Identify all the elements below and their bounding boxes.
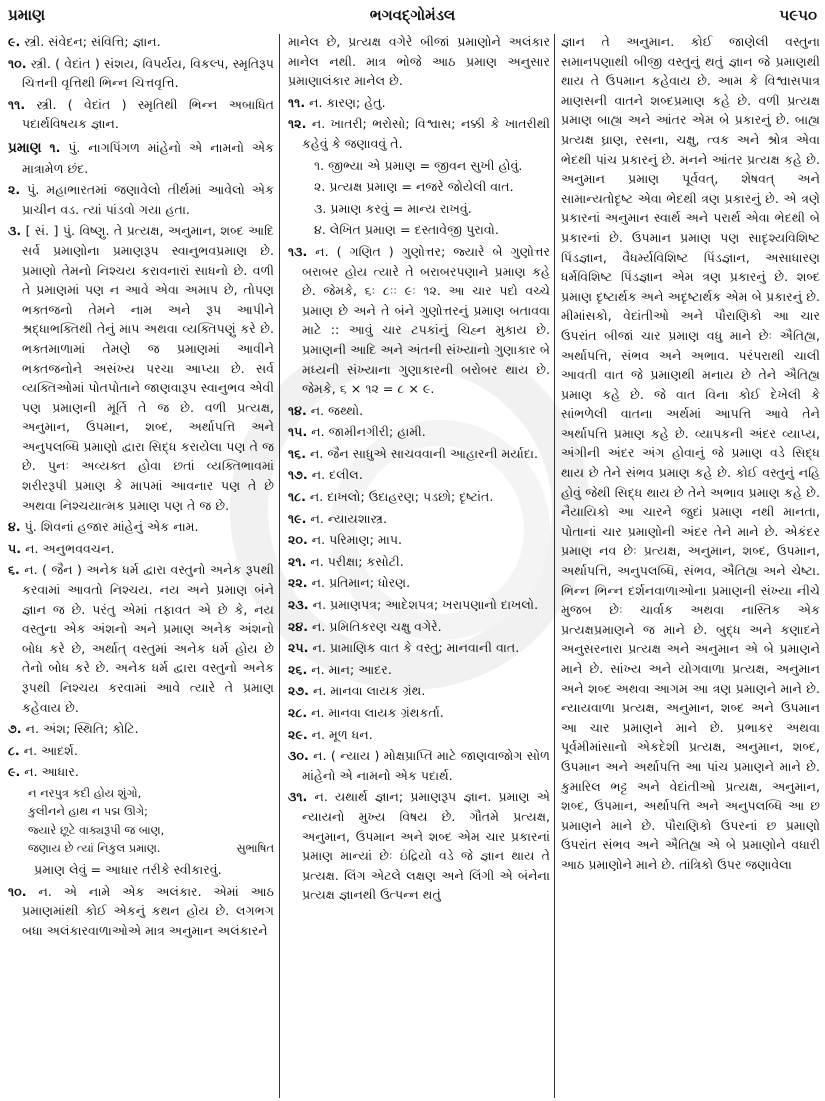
dictionary-sense xyxy=(8,539,274,559)
sense-definition: ન. ( જૈન ) અનેક ધર્મ દ્વારા વસ્તુનો અનેક રૂપથી કરવામાં આવતો નિશ્ચય. નય અને પ્રમાણ બંને જ્ઞાન જ છે. પરંતુ એમાં તફાવત એ છે કે, નય વસ્તુના એક અંશનો અને પ્રમાણ અનેક અંશનો બોધ કરે છે, અર્થાત્ વસ્તુમાં અનેક ધર્મ હોય છે તેનો બોધ કરે છે. અનેક ધર્મ દ્વારા વસ્તુનો અનેક રૂપથી નિશ્ચય કરવામાં આવે ત્યારે તે પ્રમાણ કહેવાય છે. xyxy=(22,562,274,715)
sense-definition: ન. દાખલો; ઉદાહરણ; પડછો; દૃષ્ટાંત. xyxy=(309,489,494,505)
sense-definition: પું. મહાભારતમાં જણાવેલો તીર્થમાં આવેલો એક પ્રાચીન વડ. ત્યાં પાંડવો ગયા હતા. xyxy=(22,182,274,217)
sense-number: ૧૩. xyxy=(288,243,308,259)
sense-definition: ન. ન્યાયશાસ્ત્ર. xyxy=(310,510,388,526)
verse-line xyxy=(8,839,274,858)
verse-line: જ્યારે છૂટે વાક્યરૂપી જ બાણ, xyxy=(28,822,165,837)
dictionary-sense xyxy=(288,444,550,464)
dictionary-sense xyxy=(288,93,550,113)
dictionary-sense xyxy=(288,242,550,399)
dictionary-sense xyxy=(8,95,274,134)
sense-number: ૧૨. xyxy=(288,116,307,132)
sense-number: ૧૮. xyxy=(288,489,306,505)
sense-number: ૧૧. xyxy=(8,96,26,112)
sense-definition: ન. પ્રમાણપત્ર; આદેશપત્ર; ખરાપણાનો દાખલો. xyxy=(312,597,539,613)
sense-number: ૨૧. xyxy=(288,553,307,569)
dictionary-sense xyxy=(288,787,550,905)
column-middle xyxy=(288,32,550,1098)
dictionary-sense xyxy=(8,882,274,941)
sense-number: ૧૯. xyxy=(288,510,307,526)
dictionary-sense xyxy=(8,180,274,219)
sense-number: ૨૬. xyxy=(288,661,308,677)
dictionary-sense xyxy=(288,617,550,637)
dictionary-sense xyxy=(288,660,550,680)
sense-definition: ન. માનવા લાયક ગ્રંથકર્તા. xyxy=(311,705,444,720)
sense-definition: ન. ( ન્યાય ) મોક્ષપ્રાપ્તિ માટે જાણવાજોગ સોળ માંહેનો એ નામનો એક પદાર્થ. xyxy=(302,748,550,783)
sense-number: ૨૪. xyxy=(288,618,308,634)
dictionary-sense xyxy=(288,725,550,745)
dictionary-sense xyxy=(8,221,274,515)
sense-number: ૬. xyxy=(8,562,20,578)
sense-number: ૨૭. xyxy=(288,683,309,699)
sense-number: ૨૫. xyxy=(288,640,309,656)
sense-number: ૧૪. xyxy=(288,402,307,418)
continued-text: જ્ઞાન તે અનુમાન. કોઈ જાણેલી વસ્તુના સમાનપણાથી બીજી વસ્તુનું થતું જ્ઞાન જે પ્રમાણથી થાય તે ઉપમાન કહેવાય છે. આમ કે વિશ્વાસપાત્ર માણસની વાતને શબ્દપ્રમાણ કહે છે. વળી પ્રત્યક્ષ પ્રમાણ બાહ્ય અને આંતર એમ બે પ્રકારનું છે. બાહ્ય પ્રત્યક્ષ ઘ્રાણ, રસના, ચક્ષુ, ત્વક અને શ્રોત્ર એવા ભેદથી પાંચ પ્રકારનું છે. મનને આંતર પ્રત્યક્ષ કહે છે. અનુમાન પ્રમાણ પૂર્વવત્, શેષવત્ અને સામાન્યતોદૃષ્ટ એવા ભેદથી ત્રણ પ્રકારનું છે. એ ત્રણે પ્રકારનાં અનુમાન સ્વાર્થ અને પરાર્થ એવા ભેદથી બે પ્રકારનાં છે. ઉપમાન પ્રમાણ પણ સાદૃશ્યવિશિષ્ટ પિંડજ્ઞાન, વૈધર્મ્યવિશિષ્ટ પિંડજ્ઞાન, અસાધારણ ધર્મવિશિષ્ટ પિંડજ્ઞાન એમ ત્રણ પ્રકારનું છે. શબ્દ પ્રમાણ દૃષ્ટાર્થક અને અદૃષ્ટાર્થક એમ બે પ્રકારનું છે. મીમાંસકો, વેદાંતીઓ અને પૌરાણિકો આ ચાર ઉપરાંત બીજાં ચાર પ્રમાણ વધુ માને છેઃ ઐતિહ્ય, અર્થાપત્તિ, સંભવ અને અભાવ. પરંપરાથી ચાલી આવતી વાત જે પ્રમાણથી મનાય છે તેને ઐતિહ્ય પ્રમાણ કહે છે. જે વાત વિના કોઈ દેખેલી કે સાંભળેલી વાતના અર્થમાં આપત્તિ આવે તેને અર્થાપત્તિ પ્રમાણ કહે છે. વ્યાપકની અંદર વ્યાપ્ય, અંગીની અંદર અંગ હોવાનું જે પ્રમાણ વડે સિદ્ધ થાય છે તેને સંભવ પ્રમાણ કહે છે. કોઈ વસ્તુનું નહિ હોવું જેથી સિદ્ધ થાય છે તેને અભાવ પ્રમાણ કહે છે. નૈયાયિકો આ ચારને જુદાં પ્રમાણ નથી માનતા, પોતાનાં ચાર પ્રમાણોની અંદર તેને માને છે. એકંદર પ્રમાણ નવ છેઃ પ્રત્યક્ષ, અનુમાન, શબ્દ, ઉપમાન, અર્થાપત્તિ, અનુપલબ્ધિ, સંભવ, ઐતિહ્ય અને ચેષ્ટા. ભિન્ન ભિન્ન દર્શનવાળાઓના પ્રમાણની સંખ્યા નીચે મુજબ છેઃ ચાર્વાક અથવા નાસ્તિક એક પ્રત્યક્ષપ્રમાણને જ માને છે. બુદ્ધ અને કણાદને અનુસરનારા પ્રત્યક્ષ અને અનુમાન એ બે પ્રમાણને માને છે. સાંખ્ય અને યોગવાળા પ્રત્યક્ષ, અનુમાન અને શબ્દ અથવા આગમ આ ત્રણ પ્રમાણને માને છે. ન્યાયવાળા પ્રત્યક્ષ, અનુમાન, શબ્દ અને ઉપમાન આ ચાર પ્રમાણને માને છે. પ્રભાકર અથવા પૂર્વમીમાંસાનો એકદેશી પ્રત્યક્ષ, અનુમાન, શબ્દ, ઉપમાન અને અર્થાપત્તિ આ પાંચ પ્રમાણને માને છે. કુમારિલ ભટ્ટ અને વેદાંતીઓ પ્રત્યક્ષ, અનુમાન, શબ્દ, ઉપમાન, અર્થાપત્તિ અને અનુપલબ્ધિ આ છ પ્રમાણને માને છે. પૌરાણિકો ઉપરનાં છ પ્રમાણો ઉપરાંત સંભવ અને ઐતિહ્ય એ બે પ્રમાણોને વધારી આઠ પ્રમાણોને માને છે. તાંત્રિકો ઉપર જણાવેલા xyxy=(561,34,820,872)
sense-number: ૭. xyxy=(8,721,22,737)
dictionary-sense xyxy=(8,32,274,52)
sense-definition: ન. આદર્શ. xyxy=(23,742,78,758)
sense-number: ૨૯. xyxy=(288,726,308,742)
sense-definition: પું. શિવનાં હજાર માંહેનું એક નામ. xyxy=(24,519,199,535)
dictionary-sense xyxy=(8,719,274,739)
sense-number: ૯. xyxy=(8,34,21,49)
dictionary-sense xyxy=(8,517,274,537)
sense-number: ૫. xyxy=(8,540,22,556)
sense-number: ૨૨. xyxy=(288,575,308,591)
dictionary-sense xyxy=(8,54,274,93)
sense-number: ૨૩. xyxy=(288,597,309,613)
sense-definition: સ્ત્રી. સંવેદન; સંવિત્તિ; જ્ઞાન. xyxy=(24,34,161,49)
sense-number: ૧૧. xyxy=(288,94,306,110)
dictionary-sense xyxy=(288,573,550,593)
sense-definition: ન. ખાતરી; ભરોસો; વિશ્વાસ; નક્કી કે ખાતરીથી કહેવું કે જણાવવું તે. xyxy=(302,116,550,151)
page-number: ૫૯૫૦ xyxy=(779,6,817,24)
sense-definition: ન. મૂળ ધન. xyxy=(311,726,373,742)
quoted-verse xyxy=(8,784,274,858)
verse-source: સુભાષિત xyxy=(236,841,274,856)
dictionary-sense xyxy=(288,509,550,529)
sense-number: ૨૦. xyxy=(288,532,308,548)
sense-definition: ન. માન; આદર. xyxy=(311,661,392,677)
sense-definition: ન. અંશ; સ્થિતિ; કોટિ. xyxy=(25,721,139,737)
dictionary-sense xyxy=(8,762,274,782)
sense-number: ૧૬. xyxy=(288,445,307,461)
dictionary-sense xyxy=(288,681,550,701)
sense-number: ૩. xyxy=(8,223,22,239)
dictionary-sense xyxy=(288,465,550,485)
sense-definition: ન. જૈન સાધુએ સાચવવાની આહારની મર્યાદા. xyxy=(310,445,538,461)
sense-number: ૮. xyxy=(8,742,20,758)
sense-definition: ન. જથ્થો. xyxy=(310,402,364,418)
sense-definition: પું. નાગપિંગળ માંહેનો એ નામનો એક માત્રામેળ છંદ. xyxy=(22,139,274,176)
page-header xyxy=(8,4,817,26)
column-left xyxy=(8,32,274,1098)
dictionary-sense xyxy=(288,530,550,550)
continued-text: માનેલ છે, પ્રત્યક્ષ વગેરે બીજાં પ્રમાણોને અલંકાર માનેલ નથી. માત્ર ભોજે આઠ પ્રમાણ અનુસાર પ્રમાણાલંકાર માનેલ છે. xyxy=(288,34,550,89)
sense-definition: ન. પ્રામાણિક વાત કે વસ્તુ; માનવાની વાત. xyxy=(312,640,520,656)
verse-text: જણાય છે ત્યાં નિકુલ પ્રમાણ. xyxy=(28,841,161,856)
running-head-title: ભગવદ્ગોમંડલ xyxy=(369,6,456,24)
sense-number: ૧૦. xyxy=(8,883,27,899)
usage-example: પ્રમાણ લેવું = આધાર તરીકે સ્વીકારવું. xyxy=(34,861,222,877)
usage-example: ૨. પ્રત્યક્ષ પ્રમાણ = નજરે જોયેલી વાત. xyxy=(314,179,514,195)
headword: પ્રમાણ xyxy=(8,139,42,156)
sense-number: ૨૮. xyxy=(288,705,308,720)
dictionary-sense xyxy=(288,114,550,153)
sense-number: ૪. xyxy=(8,519,21,535)
column-divider xyxy=(554,34,555,1098)
dictionary-sense xyxy=(288,638,550,658)
dictionary-sense xyxy=(288,703,550,723)
dictionary-columns xyxy=(8,32,820,1098)
sense-definition: ન. ( ગણિત ) ગુણોત્તર; જ્યારે બે ગુણોત્તર બરાબર હોય ત્યારે તે બરાબરપણાને પ્રમાણ કહે છે. જેમકે, ૬ઃ ૮ઃઃ ૯ઃ ૧૨. આ ચાર પદો વચ્ચે પ્રમાણ છે અને તે બંને ગુણોત્તરનું પ્રમાણ બતાવવા માટે :: આવું ચાર ટપકાંનું ચિહ્ન મુકાય છે. પ્રમાણની આદિ અને અંતની સંખ્યાનો ગુણાકાર બે મધ્યની સંખ્યાના ગુણાકારની બરોબર થાય છે. જેમકે, ૬ × ૧૨ = ૮ × ૯. xyxy=(302,243,550,397)
sense-definition: સ્ત્રી. ( વેદાંત ) સંશય, વિપર્યય, વિકલ્પ, સ્મૃતિરૂપ ચિત્તની વૃત્તિથી ભિન્ન ચિત્તવૃત્તિ. xyxy=(22,55,274,91)
sense-number: ૧૫. xyxy=(288,424,308,440)
verse-line: કુલીનને હાથ ન પદ્મ ઊગે; xyxy=(28,804,148,819)
dictionary-sense xyxy=(8,138,274,178)
column-right xyxy=(561,32,820,1098)
sense-number: ૩૦. xyxy=(288,748,309,764)
sense-definition: સ્ત્રી. ( વેદાંત ) સ્મૃતિથી ભિન્ન અબાધિત પદાર્થવિષયક જ્ઞાન. xyxy=(22,96,274,132)
sense-definition: ન. યથાર્થ જ્ઞાન; પ્રમાણરૂપ જ્ઞાન. પ્રમાણ એ ન્યાયનો મુખ્ય વિષય છે. ગૌતમે પ્રત્યક્ષ, અનુમાન, ઉપમાન અને શબ્દ એમ ચાર પ્રકારનાં પ્રમાણ માન્યાં છેઃ ઇંદ્રિયો વડે જે જ્ઞાન થાય તે પ્રત્યક્ષ. લિંગ એટલે લક્ષણ અને લિંગી એ બંનેના પ્રત્યક્ષ જ્ઞાનથી ઉત્પન્ન થતું xyxy=(302,789,550,903)
verse-line: ન નરપુત્ર કદી હોય શુંગો, xyxy=(28,785,142,800)
sense-definition: ન. જામીનગીરી; હામી. xyxy=(311,424,426,440)
sense-number: ૧૭. xyxy=(288,467,308,483)
dictionary-sense xyxy=(8,560,274,717)
dictionary-sense xyxy=(288,422,550,442)
sense-definition: ન. પ્રમિતિકરણ ચક્ષુ વગેરે. xyxy=(312,618,442,634)
sense-number: ૩૧. xyxy=(288,789,308,805)
dictionary-sense xyxy=(288,746,550,785)
sense-number: ૧૦. xyxy=(8,55,27,71)
sense-definition: ન. માનવા લાયક ગ્રંથ. xyxy=(312,683,426,699)
sense-definition: ન. અનુભવવચન. xyxy=(25,540,115,556)
dictionary-sense xyxy=(8,741,274,761)
dictionary-sense xyxy=(288,487,550,507)
sense-definition: ન. પરિમાણ; માપ. xyxy=(311,532,403,548)
sense-definition: [ સં. ] પું. વિષ્ણુ. તે પ્રત્યક્ષ, અનુમાન, શબ્દ આદિ સર્વ પ્રમાણોના પ્રમાણરૂપ સ્વાનુભવપ્રમાણ છે. પ્રમાણો તેમનો નિશ્ચય કરાવનારાં સાધનો છે. વળી તે પ્રમાણમાં પણ ન આવે એવા અમાપ છે, તોપણ ભક્તજનો તેમને નામ અને રૂપ આપીને શ્રદ્ધાભક્તિથી તેનું માપ અથવા વ્યક્તિપણું કરે છે. ભક્તમાળામાં તેમણે જ પ્રમાણમાં આવીને ભક્તજનોને અસંખ્ય પરચા આપ્યા છે. સર્વ વ્યક્તિઓમાં પોતપોતાને જાણવારૂપ સ્વાનુભવ એવી પણ પ્રમાણની મૂર્તિ તે જ છે. વળી પ્રત્યક્ષ, અનુમાન, ઉપમાન, શબ્દ, અર્થાપત્તિ અને અનુપલબ્ધિ પ્રમાણો દ્વારા સિદ્ધ કરાયેલા પણ તે જ છે. પુનઃ અવ્યક્ત હોવા છતાં વ્યક્તિભાવમાં શરીરરૂપી પ્રમાણ કે માપમાં આવનાર પણ તે છે અથવા નિશ્ચયાત્મક પ્રમાણ પણ તે જ છે. xyxy=(22,223,274,513)
sense-number: ૨. xyxy=(8,182,21,198)
sense-definition: ન. કારણ; હેતુ. xyxy=(309,94,386,110)
usage-example: ૩. પ્રમાણ કરવું = માન્ય રાખવું. xyxy=(314,200,472,216)
sense-definition: ન. દલીલ. xyxy=(311,467,363,483)
sense-definition: ન. પરીક્ષા; કસોટી. xyxy=(310,553,404,569)
usage-example: ૪. લેખિત પ્રમાણ = દસ્તાવેજી પુરાવો. xyxy=(314,222,499,238)
sense-definition: ન. પ્રતિમાન; ધોરણ. xyxy=(311,575,411,591)
sense-definition: ન. એ નામે એક અલંકાર. એમાં આઠ પ્રમાણમાંથી કોઈ એકનું કથન હોય છે. લગભગ બધા અલંકારવાળાઓએ માત્ર અનુમાન અલંકારને xyxy=(22,883,274,938)
running-head-left: પ્રમાણ xyxy=(8,6,46,24)
dictionary-sense xyxy=(288,552,550,572)
dictionary-sense xyxy=(288,401,550,421)
column-divider xyxy=(279,34,280,1098)
usage-example: ૧. જીભ્યા એ પ્રમાણ = જીવન સુખી હોવું. xyxy=(314,157,523,173)
dictionary-sense xyxy=(288,595,550,615)
sense-definition: ન. આધાર. xyxy=(24,764,79,780)
sense-number: ૯. xyxy=(8,764,21,780)
sense-number: ૧. xyxy=(49,139,61,155)
